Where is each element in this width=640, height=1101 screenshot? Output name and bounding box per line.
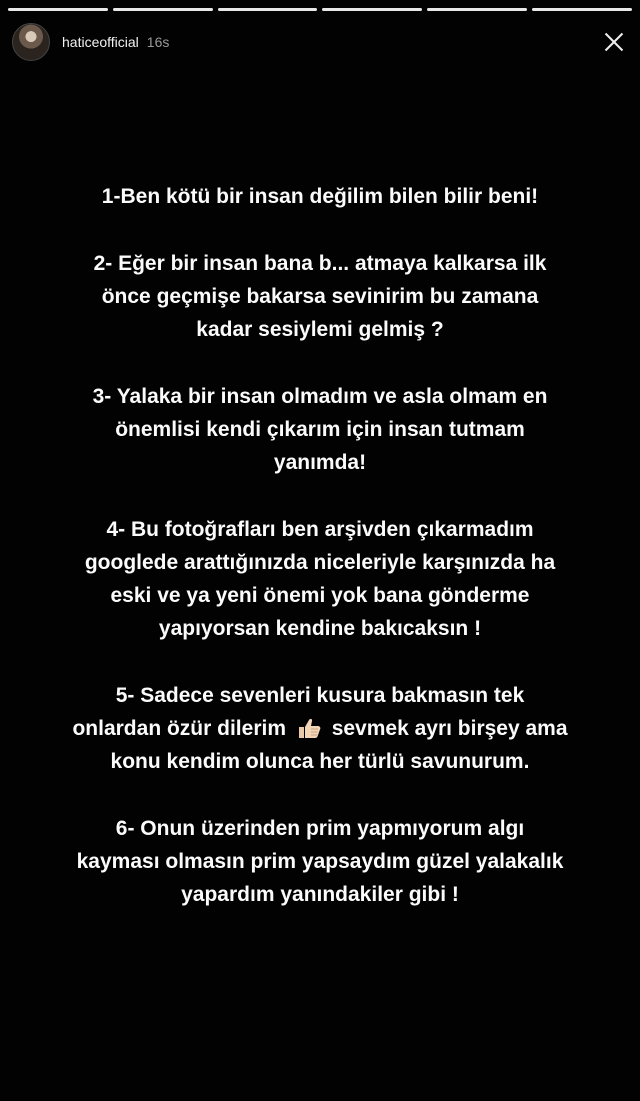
avatar[interactable] [12, 23, 50, 61]
paragraph-3: 3- Yalaka bir insan olmadım ve asla olmam en önemlisi kendi çıkarım için insan tutmam yanımda! [92, 385, 548, 474]
paragraph-5-line-2b: sevmek ayrı birşey ama [331, 717, 568, 740]
progress-segment [218, 8, 318, 11]
progress-segment [427, 8, 527, 11]
paragraph-4: 4- Bu fotoğrafları ben arşivden çıkarmadım googlede arattığınızda niceleriyle karşınızda ha eski ve ya yeni önemi yok bana gönderme yapıyorsan kendine bakıcaksın ! [84, 518, 556, 640]
progress-segment [113, 8, 213, 11]
story-header [12, 22, 628, 62]
thumbs-up-emoji-icon [296, 717, 322, 739]
paragraph-5 [20, 679, 620, 778]
post-time: 16s [146, 34, 170, 50]
paragraph-5-line-2a: onlardan özür dilerim [72, 717, 286, 740]
story-text [20, 180, 620, 945]
paragraph-5-line-1: 5- Sadece sevenleri kusura bakmasın tek [115, 684, 525, 707]
progress-segment [8, 8, 108, 11]
paragraph-6: 6- Onun üzerinden prim yapmıyorum algı kayması olmasın prim yapsaydım güzel yalakalık yapardım yanındakiler gibi ! [76, 817, 564, 906]
close-icon[interactable] [600, 28, 628, 56]
username[interactable]: haticeofficial [62, 34, 139, 50]
progress-segment [322, 8, 422, 11]
story-progress-bar [8, 8, 632, 11]
paragraph-5-line-3: konu kendim olunca her türlü savunurum. [110, 750, 530, 773]
progress-segment [532, 8, 632, 11]
paragraph-1: 1-Ben kötü bir insan değilim bilen bilir beni! [101, 185, 539, 208]
paragraph-2: 2- Eğer bir insan bana b... atmaya kalkarsa ilk önce geçmişe bakarsa sevinirim bu zamana kadar sesiylemi gelmiş ? [93, 252, 547, 341]
